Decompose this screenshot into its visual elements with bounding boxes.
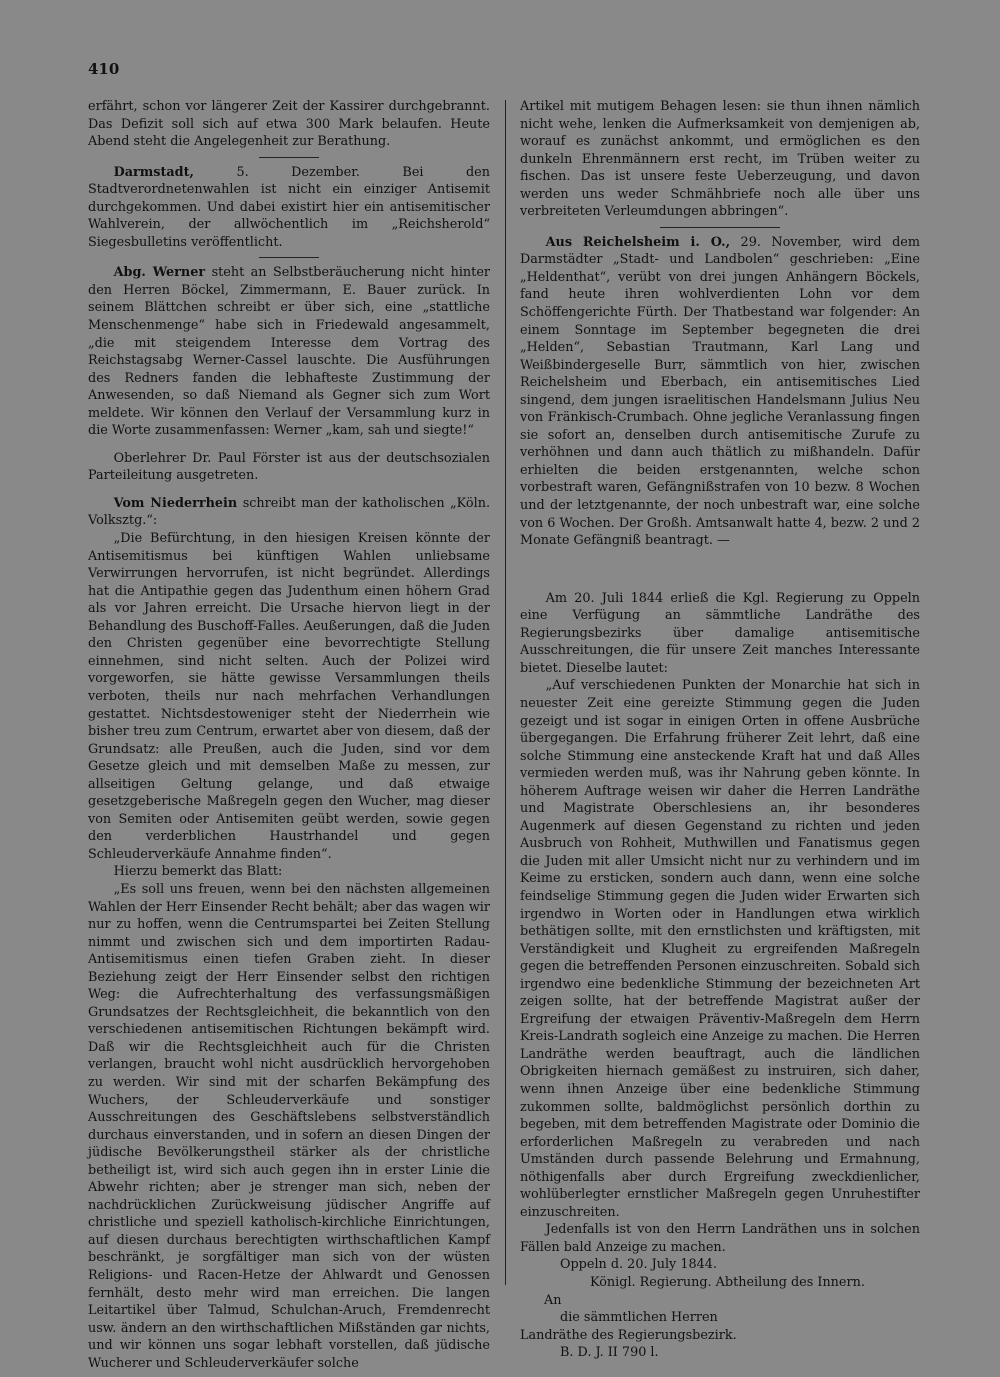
signature-date: Oppeln d. 20. July 1844. — [560, 1257, 717, 1273]
column-divider — [505, 100, 506, 1285]
article-separator — [259, 257, 319, 258]
signature-addressee: die sämmtlichen Herren — [560, 1310, 718, 1326]
article-paragraph: Jedenfalls ist von den Herrn Landräthen uns in solchen Fällen bald Anzeige zu machen. — [520, 1222, 920, 1255]
signature-block — [520, 1256, 920, 1361]
article-headline: Abg. Werner — [113, 265, 206, 281]
article-niederrhein: Vom Niederrhein schreibt man der katholischen „Köln. Volksztg.“: — [88, 495, 491, 529]
signature-addressee-prefix: An — [544, 1292, 562, 1308]
article-paragraph: „Auf verschiedenen Punkten der Monarchie hat sich in neuester Zeit eine gereizte Stimmung gegen die Juden gezeigt und ist sogar in einigen Orten in offene Ausbrüche übergegangen. Die Erfahrung früherer Zeit lehrt, daß eine solche Stimmung eine ansteckende Kraft hat und daß Alles vermieden werden muß, was ihr Nahrung geben könnte. In höherem Auftrage weisen wir daher die Herren Landräthe und Magistrate Oberschlesiens an, ihr besonderes Augenmerk auf diesen Gegenstand zu richten und jeden Ausbruch von Rohheit, Muthwillen und Fanatismus gegen die Juden mit aller Umsicht nicht nur zu verhindern und im Keime zu ersticken, sondern auch dann, wenn eine solche feindselige Stimmung gegen die Juden wider Erwarten sich irgendwo in Worten oder in Handlungen etwa wirklich bethätigen sollte, mit den ernstlichsten und kräftigsten, mit Verständigkeit und Klugheit zu ergreifenden Maßregeln gegen die betreffenden Personen einzuschreiten. Sobald sich irgendwo eine bedenkliche Stimmung der bezeichneten Art zeigen sollte, hat der betreffende Magistrat außer der Ergreifung der etwaigen Präventiv-Maßregeln dem Herrn Kreis-Landrath sogleich eine Anzeige zu machen. Die Herren Landräthe werden beauftragt, auch die ländlichen Obrigkeiten hiernach gemäßest zu instruiren, sich daher, wenn ihnen Anzeige über eine bedenkliche Stimmung zukommen sollte, baldmöglichst persönlich dorthin zu begeben, mit dem betreffenden Magistrate oder Dominio die erforderlichen Maßregeln zu verabreden und nach Umständen durch passende Belehrung und Ermahnung, nöthigenfalls aber durch Ergreifung zweckdienlicher, wohlüberlegter ernstlicher Maßregeln gegen Unruhestifter einzuschreiten. — [520, 678, 920, 1220]
signature-addressee: Landräthe des Regierungsbezirk. — [520, 1327, 737, 1343]
article-paragraph: „Die Befürchtung, in den hiesigen Kreisen könnte der Antisemitismus bei künftigen Wahlen unliebsame Verwirrungen hervorrufen, ist nicht begründet. Allerdings hat die Antipathie gegen das Judenthum einen höhern Grad als vor Jahren erreicht. Die Ursache hiervon liegt in der Behandlung des Buschoff-Falles. Aeußerungen, daß die Juden den Christen gegenüber eine bevorrechtigte Stellung einnehmen, sind nicht selten. Auch der Polizei wird vorgeworfen, sie hätte gewisse Versammlungen theils verboten, theils nur nach mehrfachen Verhandlungen gestattet. Nichtsdestoweniger steht der Niederrhein wie bisher treu zum Centrum, erwartet aber von diesem, daß der Grundsatz: alle Preußen, auch die Juden, sind vor dem Gesetze gleich und mit demselben Maße zu messen, zur allseitigen Geltung gelange, und daß etwaige gesetzgeberische Maßregeln gegen den Wucher, mag dieser von Semiten oder Antisemiten geübt werden, sowie gegen den verderblichen Haustrhandel und gegen Schleuderverkäufe Annahme finden“. — [88, 531, 490, 862]
right-column — [520, 98, 920, 1362]
page-number: 410 — [88, 60, 120, 78]
article-foerster: Oberlehrer Dr. Paul Förster ist aus der deutschsozialen Parteileitung ausgetreten. — [88, 450, 490, 484]
signature-reference: B. D. J. II 790 l. — [560, 1345, 659, 1361]
left-column — [88, 98, 490, 1372]
article-separator — [259, 157, 319, 158]
article-paragraph: erfährt, schon vor längerer Zeit der Kassirer durchgebrannt. Das Defizit soll sich auf etwa 300 Mark belaufen. Heute Abend steht die Angelegenheit zur Berathung. — [88, 99, 490, 150]
article-headline: Vom Niederrhein — [113, 495, 238, 511]
article-headline: Darmstadt, — [113, 164, 194, 180]
article-separator — [660, 227, 780, 228]
article-paragraph: „Es soll uns freuen, wenn bei den nächsten allgemeinen Wahlen der Herr Einsender Recht behält; aber das wagen wir nur zu hoffen, wenn die Centrumspartei bei Zeiten Stellung nimmt und zwischen sich und dem importirten Radau-Antisemitismus einen tiefen Graben zieht. In dieser Beziehung zeigt der Herr Einsender selbst den richtigen Weg: die Aufrechterhaltung des verfassungsmäßigen Grundsatzes der Rechtsgleichheit, die bekanntlich von den verschiedenen antisemitischen Richtungen bekämpft wird. Daß wir die Rechtsgleichheit auch für die Christen verlangen, braucht wohl nicht ausdrücklich hervorgehoben zu werden. Wir sind mit der scharfen Bekämpfung des Wuchers, der Schleuderverkäufe und sonstiger Ausschreitungen des Geschäftslebens selbstverständlich durchaus einverstanden, und in sofern an diesen Dingen der jüdische Bevölkerungstheil stärker als der christliche betheiligt ist, wird sich auch gegen ihn in erster Linie die Abwehr richten; aber je strenger man sich, neben der nachdrücklichen Zurückweisung jüdischer Angriffe auf christliche und speziell katholisch-kirchliche Einrichtungen, auf diesen durchaus berechtigten wirthschaftlichen Kampf beschränkt, je sorgfältiger man sich von der wüsten Religions- und Racen-Hetze der Ahlwardt und Genossen fernhält, desto mehr wird man erreichen. Die langen Leitartikel über Talmud, Schulchan-Aruch, Fremdenrecht usw. ändern an den wirthschaftlichen Mißständen gar nichts, und wir können uns sogar lebhaft vorstellen, daß jüdische Wucherer und Schleuderverkäufer solche — [88, 881, 490, 1371]
signature-authority: Königl. Regierung. Abtheilung des Innern. — [590, 1275, 865, 1290]
article-headline: Aus Reichelsheim i. O., — [545, 234, 731, 250]
article-oppeln: Am 20. Juli 1844 erließ die Kgl. Regierung zu Oppeln eine Verfügung an sämmtliche Landräthe des Regierungsbezirks über damalige antisemitische Ausschreitungen, die für unsere Zeit manches Interessante bietet. Dieselbe lautet: — [520, 590, 920, 676]
article-darmstadt: Darmstadt, 5. Dezember. Bei den Stadtverordnetenwahlen ist nicht ein einziger Antisemit durchgekommen. Und dabei existirt hier ein antisemitischer Wahlverein, der allwöchentlich im „Reichsherold“ Siegesbulletins veröffentlicht. — [88, 164, 490, 250]
article-werner: Abg. Werner steht an Selbstberäucherung nicht hinter den Herren Böckel, Zimmermann, E. Bauer zurück. In seinem Blättchen schreibt er über sich, eine „stattliche Menschenmenge“ habe sich in Friedewald angesammelt, „die mit steigendem Interesse dem Vortrag des Reichstagsabg Werner-Cassel lauschte. Die Ausführungen des Redners fanden die lebhafteste Zustimmung der Anwesenden, so daß Niemand als Gegner sich zum Wort meldete. Wir können den Verlauf der Versammlung kurz in die Worte zusammenfassen: Werner „kam, sah und siegte!“ — [88, 265, 491, 439]
article-reichelsheim: Aus Reichelsheim i. O., 29. November, wird dem Darmstädter „Stadt- und Landbolen“ geschrieben: „Eine „Heldenthat“, verübt von drei jungen Anhängern Böckels, fand heute ihren wohlverdienten Lohn vor dem Schöffengerichte Fürth. Der Thatbestand war folgender: An einem Sonntage im September begegneten die drei „Helden“, Sebastian Trautmann, Karl Lang und Weißbindergeselle Burr, sämmtlich von hier, zwischen Reichelsheim und Eberbach, ein antisemitisches Lied singend, dem jungen israelitischen Handelsmann Julius Neu von Fränkisch-Crumbach. Ohne jegliche Veranlassung fingen sie sofort an, denselben durch antisemitische Zurufe zu verhöhnen und dann auch thätlich zu mißhandeln. Dafür erhielten die beiden erstgenannten, welche schon vorbestraft waren, Gefängnißstrafen von 10 bezw. 8 Wochen und der letztgenannte, der noch unbestraft war, eine solche von 6 Wochen. Der Großh. Amtsanwalt hatte 4, bezw. 2 und 2 Monate Gefängniß beantragt. — — [520, 234, 920, 549]
article-paragraph: Hierzu bemerkt das Blatt: — [113, 864, 283, 880]
article-paragraph: Artikel mit mutigem Behagen lesen: sie thun ihnen nämlich nicht wehe, lenken die Aufmerksamkeit von demjenigen ab, worauf es zunächst ankommt, und ermöglichen es den dunkeln Ehrenmännern erst recht, im Trüben weiter zu fischen. Das ist unsere feste Ueberzeugung, und davon werden uns weder Schmähbriefe noch alle über uns verbreiteten Verleumdungen abbringen“. — [520, 99, 920, 220]
